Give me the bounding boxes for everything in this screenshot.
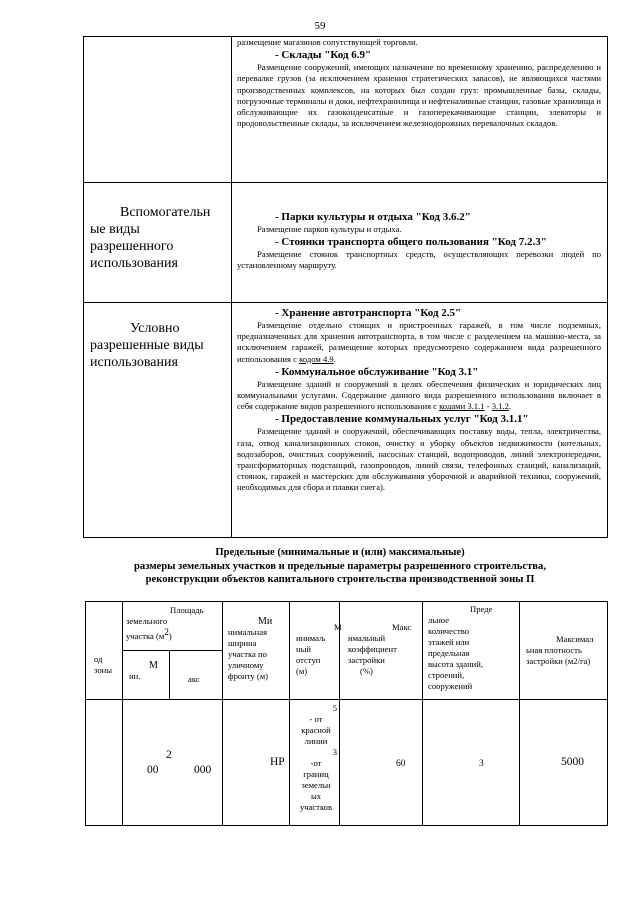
code-3-1-1-link[interactable]: кодами 3.1.1 (439, 401, 485, 412)
h-floors-line: этажей или (428, 637, 470, 647)
v-indent-line: участков (299, 802, 333, 812)
row-divider (84, 302, 607, 303)
warehouses-cell (237, 37, 601, 129)
auxiliary-cell (237, 210, 601, 272)
h-coef-line: имальный (348, 633, 386, 643)
h-width-line: Ми (258, 616, 273, 627)
h-area-sup: 2 (164, 627, 169, 637)
communal-text-body: Размещение зданий и сооружений в целях обеспечения физических и юридических лиц коммунальными услугами. Содержание данного вида разрешенного использования включает в себя содержание видов разрешенного использования с (237, 378, 601, 412)
row-divider (122, 650, 222, 651)
auxiliary-label-line: Вспомогательн (120, 205, 211, 220)
h-floors-line: льное (428, 615, 450, 625)
dash: - (275, 236, 282, 249)
page-number: 59 (314, 20, 326, 32)
code-4-9-link[interactable]: кодом 4.9 (299, 353, 334, 364)
h-indent-line: ный (296, 644, 311, 654)
utilities-text: Размещение зданий и сооружений, обеспечивающих поставку воды, тепла, электричества, газа, отвод канализационных стоков, очистку и уборку объектов недвижимости (котельных, водозаборов, очистных сооружений, насосных станций, водопроводов, линий электропередачи, трансформаторных подстанций, газопроводов, линий связи, телефонных станций, канализаций, стоянок, гаражей и мастерских для обслуживания уборочной и аварийной техники, сооружений, необходимых для сбора и плавки снега). (237, 426, 601, 493)
h-area-text: ) (168, 630, 172, 641)
v-width: НР (270, 756, 285, 768)
h-indent-line: М (334, 622, 342, 632)
separator: - (484, 401, 492, 412)
row-divider (84, 182, 607, 183)
conditional-cell (237, 306, 601, 494)
conditional-label-line: использования (90, 355, 178, 370)
v-floors: 3 (479, 759, 484, 769)
utilities-heading: - Предоставление коммунальных услуг "Код 3.1.1" (275, 413, 529, 426)
h-indent-line: инимаљ (296, 633, 326, 643)
h-coef (348, 622, 420, 677)
h-min-line: М (149, 660, 158, 671)
h-density-line: застройки (м2/га) (526, 656, 591, 666)
communal-heading: - Коммунальное обслуживание "Код 3.1" (275, 365, 479, 378)
h-floors-line: сооружений (428, 681, 473, 691)
warehouses-heading: - Склады "Код 6.9" (275, 49, 372, 62)
h-code (94, 654, 112, 676)
h-area (126, 605, 222, 642)
top-line: размещение магазинов сопутствующей торговли. (237, 37, 418, 47)
auxiliary-label-line: использования (90, 256, 178, 271)
column-divider (169, 650, 170, 700)
h-floors-line: количество (428, 626, 470, 636)
conditional-label-line: разрешенные виды (90, 338, 204, 353)
v-indent-line: -от (310, 758, 322, 768)
h-floors-line: Преде (470, 604, 493, 614)
v-indent-line: 5 (332, 703, 337, 713)
v-indent-line: линии (304, 736, 328, 746)
auxiliary-label-line: ые виды (90, 222, 140, 237)
period: . (333, 353, 336, 364)
parameters-table (85, 601, 608, 826)
title-line: размеры земельных участков и предельные параметры разрешенного строительства, (134, 560, 546, 572)
v-indent-line: 3 (332, 747, 337, 757)
title-line: реконструкции объектов капитального строительства производственной зоны П (145, 574, 535, 586)
auxiliary-label-line: разрешенного (90, 239, 174, 254)
h-floors-line: высота зданий, (428, 659, 484, 669)
conditional-label (90, 320, 232, 337)
code-3-1-2-link[interactable]: 3.1.2 (491, 401, 509, 412)
v-indent-line: границ (303, 769, 329, 779)
h-min (129, 660, 169, 682)
h-code-line: од (94, 654, 103, 664)
h-coef-line: застройки (348, 655, 385, 665)
h-width-line: нимальная (228, 627, 268, 637)
section-title (90, 546, 590, 587)
storage-text-body: Размещение отдельно стоящих и пристроенных гаражей, в том числе подземных, предназначенных для хранения автотранспорта, в том числе с разделением на машино-места, за исключением гаражей, размещение которых предусмотрено содержанием вида разрешенного использования с (237, 320, 601, 364)
parking-heading: Стоянки транспорта общего пользования "Код 7.2.3" (281, 236, 547, 249)
communal-text (237, 379, 601, 413)
auxiliary-label-rest (90, 221, 232, 272)
v-max: 000 (194, 764, 212, 776)
column-divider (122, 602, 123, 825)
title-line: Предельные (минимальные и (или) максимальные) (215, 547, 465, 558)
v-density: 5000 (561, 756, 584, 768)
h-density-line: Максимал (556, 634, 594, 644)
h-area-text: участка (м (126, 630, 165, 641)
v-indent-line: красной (301, 725, 331, 735)
h-min-line: ин. (129, 671, 141, 681)
h-coef-line: (%) (360, 666, 373, 676)
column-divider (222, 602, 223, 825)
h-width (228, 616, 290, 682)
period: . (508, 401, 512, 412)
auxiliary-label (90, 204, 232, 221)
h-floors-line: предельная (428, 648, 470, 658)
h-width-line: участка по (228, 649, 267, 659)
h-floors (428, 604, 516, 692)
v-indent-line: - от (309, 714, 323, 724)
h-area-line: Площадь (170, 605, 204, 615)
parking-heading-row (237, 235, 601, 249)
v-indent (293, 703, 339, 813)
conditional-label-rest (90, 337, 232, 371)
parking-text: Размещение стоянок транспортных средств, осуществляющих перевозки людей по установленному маршруту. (237, 249, 601, 271)
conditional-label-line: Условно (130, 321, 180, 336)
column-divider (422, 602, 423, 825)
h-floors-line: строений, (428, 670, 465, 680)
h-indent-line: (м) (296, 666, 308, 676)
h-indent-line: отступ (296, 655, 321, 665)
column-divider (231, 37, 232, 537)
h-width-line: фронту (м) (228, 671, 269, 681)
h-max: акс (188, 674, 200, 684)
column-divider (519, 602, 520, 825)
land-use-table (83, 36, 608, 538)
parks-heading: - Парки культуры и отдыха "Код 3.6.2" (275, 211, 471, 223)
h-area-line (126, 627, 222, 642)
warehouses-text: Размещение сооружений, имеющих назначение по временному хранению, распределению и перевалке грузов (за исключением хранения стратегических запасов), не являющихся частями производственных комплексов, на которых был создан груз: промышленные базы, склады, погрузочные терминалы и доки, нефтехранилища и нефтеналивные станции, газовые хранилища и обслуживающие их газоконденсатные и газоперекачивающие станции, элеваторы и продовольственные склады, за исключением железнодорожных перевалочных складов. (237, 62, 601, 129)
h-density-line: ьная плотность (526, 645, 582, 655)
v-coef: 60 (396, 759, 406, 769)
parks-text: Размещение парков культуры и отдыха. (257, 224, 402, 234)
v-min-exp: 2 (166, 749, 172, 761)
v-min: 00 (147, 764, 159, 776)
h-width-line: уличному (228, 660, 264, 670)
row-divider (86, 699, 607, 700)
h-indent (296, 622, 340, 677)
h-area-line: земельного (126, 616, 168, 626)
v-indent-line: земельн (301, 780, 331, 790)
h-width-line: ширина (228, 638, 257, 648)
storage-text (237, 320, 601, 365)
h-coef-line: коэффициент (348, 644, 397, 654)
h-coef-line: Макс (392, 622, 412, 632)
h-density (526, 634, 606, 667)
storage-heading: - Хранение автотранспорта "Код 2.5" (275, 307, 462, 319)
h-code-line: зоны (94, 665, 113, 675)
v-indent-line: ых (310, 791, 322, 801)
